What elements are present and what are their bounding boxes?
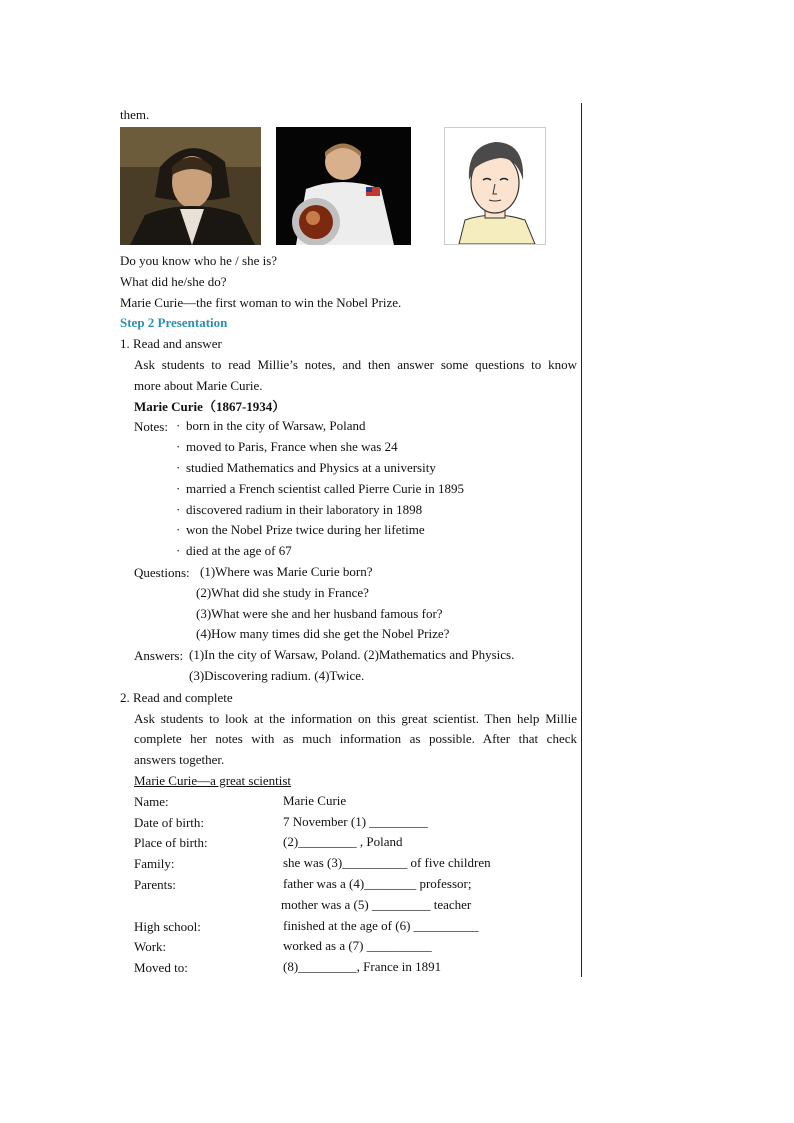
step2-heading: Step 2 Presentation [120, 315, 228, 330]
note-item: moved to Paris, France when she was 24 [186, 439, 398, 454]
marie-curie-intro: Marie Curie—the first woman to win the Nobel Prize. [120, 295, 402, 310]
section1-instruction-line2: more about Marie Curie. [134, 378, 263, 393]
question-item: (1)Where was Marie Curie born? [200, 564, 373, 579]
note-item: born in the city of Warsaw, Poland [186, 418, 366, 433]
bullet-icon: · [176, 543, 181, 558]
field-label: Place of birth: [134, 835, 208, 850]
section2-heading: 2. Read and complete [120, 690, 233, 705]
question-item: (3)What were she and her husband famous for? [196, 606, 443, 621]
answers-line1: (1)In the city of Warsaw, Poland. (2)Mathematics and Physics. [189, 647, 515, 662]
note-item: discovered radium in their laboratory in 1898 [186, 502, 423, 517]
field-label: Work: [134, 939, 167, 954]
question-item: (4)How many times did she get the Nobel Prize? [196, 626, 450, 641]
note-item: won the Nobel Prize twice during her lifetime [186, 522, 425, 537]
field-value: 7 November (1) _________ [283, 814, 428, 829]
section2-instruction-line3: answers together. [134, 752, 225, 767]
section1-heading: 1. Read and answer [120, 336, 222, 351]
field-value: father was a (4)________ professor; [283, 876, 472, 891]
field-value: (8)_________, France in 1891 [283, 959, 442, 974]
bullet-icon: · [176, 481, 181, 496]
questions-label: Questions: [134, 565, 190, 580]
astronaut-photo-image [276, 127, 411, 245]
columbus-portrait-image [120, 127, 261, 245]
question-what: What did he/she do? [120, 274, 227, 289]
note-item: married a French scientist called Pierre Curie in 1895 [186, 481, 464, 496]
field-label: Parents: [134, 877, 176, 892]
field-value: Marie Curie [283, 793, 347, 808]
field-value: (2)_________ , Poland [283, 834, 403, 849]
notes-title: Marie Curie—a great scientist [134, 773, 292, 788]
answers-label: Answers: [134, 648, 184, 663]
field-value: finished at the age of (6) __________ [283, 918, 479, 933]
note-item: studied Mathematics and Physics at a university [186, 460, 436, 475]
field-label: Family: [134, 856, 175, 871]
bullet-icon: · [176, 460, 181, 475]
page-border-line [581, 103, 582, 977]
note-item: died at the age of 67 [186, 543, 292, 558]
field-value: mother was a (5) _________ teacher [281, 897, 472, 912]
notes-label: Notes: [134, 419, 168, 434]
field-value: worked as a (7) __________ [283, 938, 432, 953]
field-label: Date of birth: [134, 815, 205, 830]
section2-instruction-line2: complete her notes with as much information as possible. After that check [134, 731, 577, 746]
question-who: Do you know who he / she is? [120, 253, 278, 268]
section1-instruction-line1: Ask students to read Millie’s notes, and then answer some questions to know [134, 357, 577, 372]
bullet-icon: · [176, 439, 181, 454]
text-them: them. [120, 107, 150, 122]
bullet-icon: · [176, 502, 181, 517]
question-item: (2)What did she study in France? [196, 585, 369, 600]
field-label: High school: [134, 919, 201, 934]
field-value: she was (3)__________ of five children [283, 855, 491, 870]
bullet-icon: · [176, 418, 181, 433]
field-label: Moved to: [134, 960, 188, 975]
answers-line2: (3)Discovering radium. (4)Twice. [189, 668, 365, 683]
marie-curie-subtitle: Marie Curie（1867-1934） [134, 399, 286, 414]
marie-curie-drawing-image [444, 127, 546, 245]
field-label: Name: [134, 794, 169, 809]
section2-instruction-line1: Ask students to look at the information on this great scientist. Then help Millie [134, 711, 577, 726]
bullet-icon: · [176, 522, 181, 537]
